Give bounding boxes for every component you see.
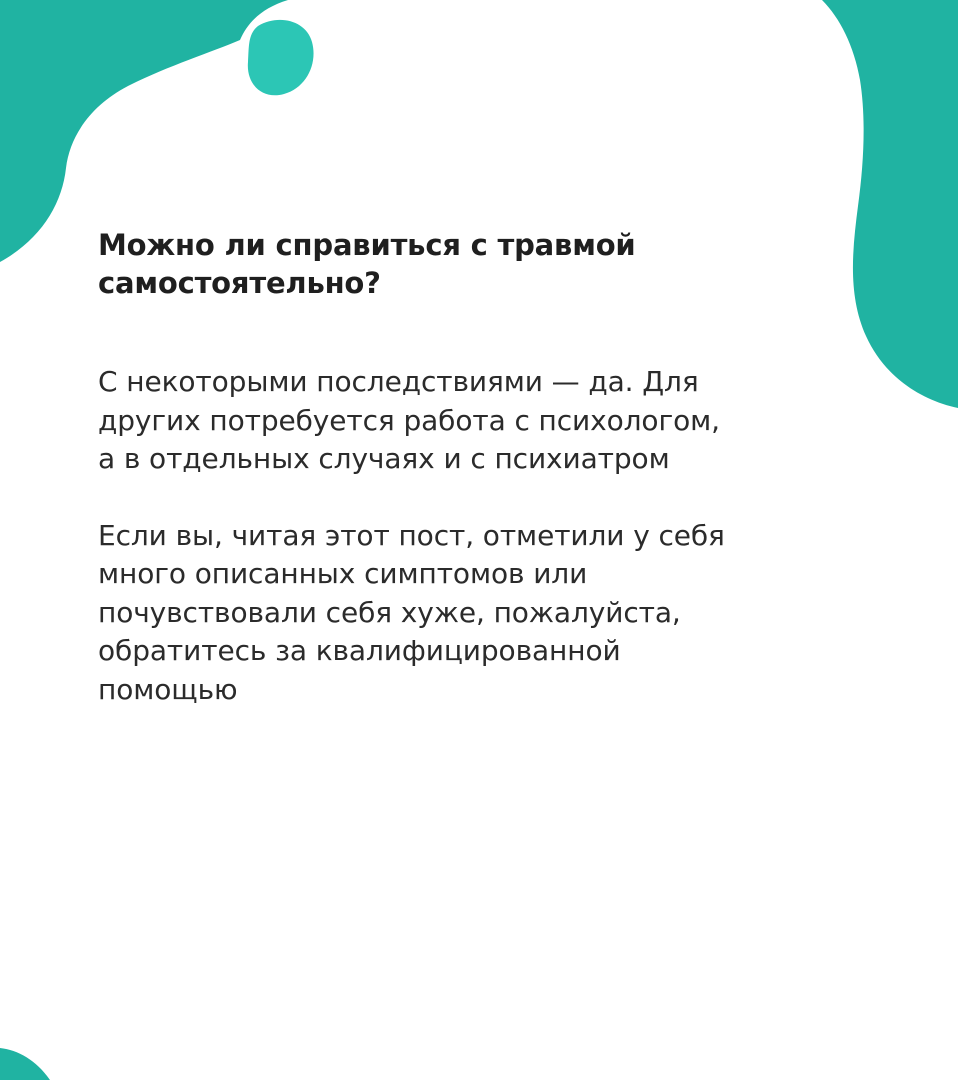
heading-line: самостоятельно? — [98, 266, 381, 300]
top-left-small-blob — [248, 20, 314, 95]
top-left-blob — [0, 0, 288, 262]
paragraph-line: Если вы, читая этот пост, отметили у себя — [98, 518, 725, 552]
heading-line: Можно ли справиться с травмой — [98, 228, 636, 262]
paragraph-line: много описанных симптомов или — [98, 557, 588, 590]
text-content — [98, 226, 858, 709]
advice-paragraph — [98, 517, 858, 710]
question-heading — [98, 226, 858, 302]
paragraph-line: а в отдельных случаях и с психиатром — [98, 442, 670, 475]
paragraph-line: других потребуется работа с психологом, — [98, 403, 720, 437]
paragraph-line: помощью — [98, 672, 238, 706]
bottom-left-blob — [0, 1048, 50, 1080]
paragraph-line: обратитесь за квалифицированной — [98, 634, 621, 667]
paragraph-line: С некоторыми последствиями — да. Для — [98, 365, 699, 398]
answer-paragraph — [98, 363, 858, 479]
paragraph-line: почувствовали себя хуже, пожалуйста, — [98, 595, 681, 629]
